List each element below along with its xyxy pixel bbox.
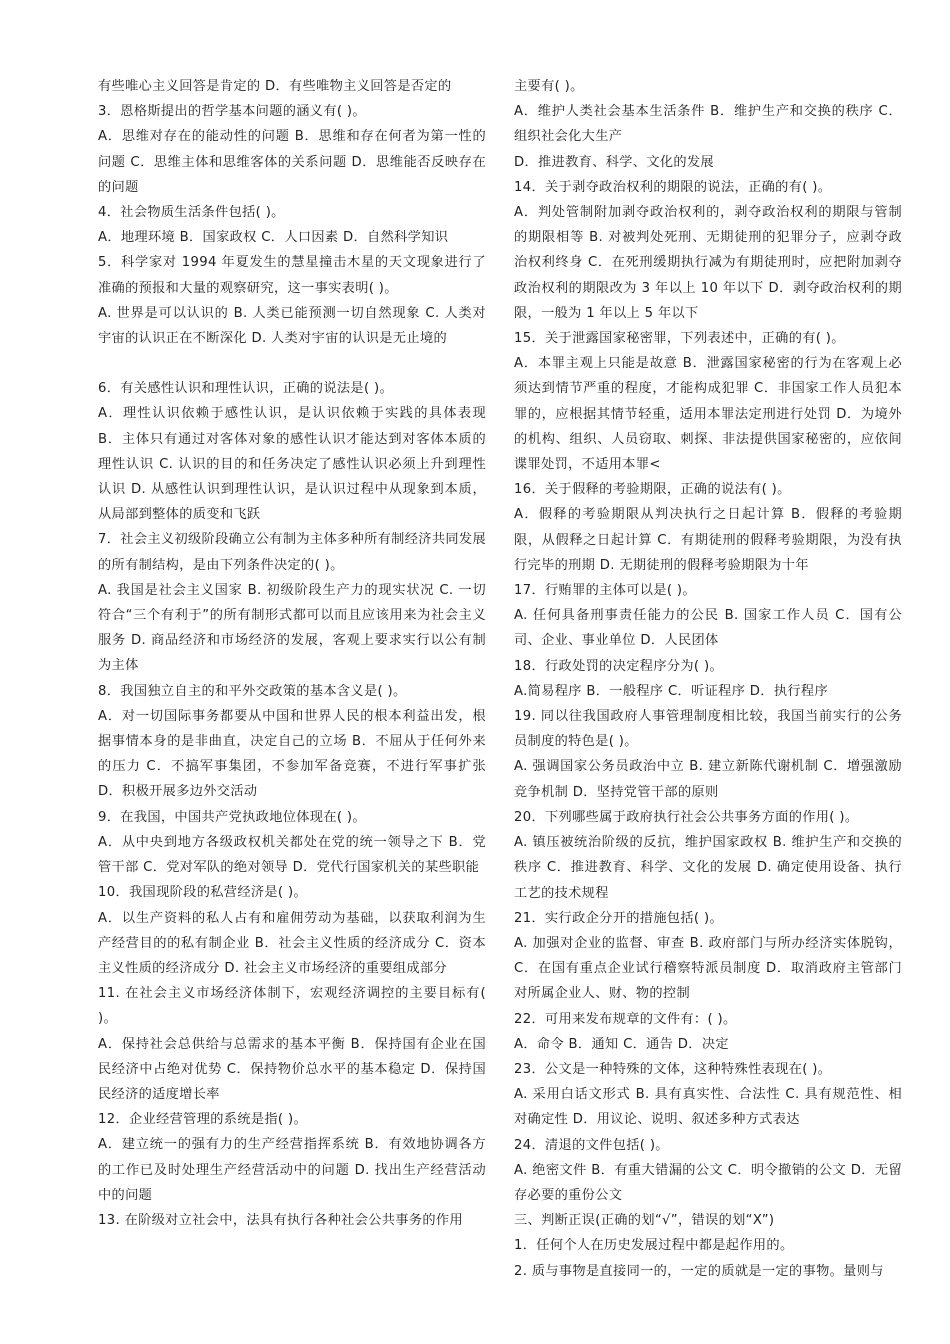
question-13: 13. 在阶级对立社会中，法具有执行各种社会公共事务的作用 [98, 1212, 463, 1228]
question-18: 18．行政处罚的决定程序分为( )。 [514, 658, 723, 674]
question-22: 22．可用来发布规章的文件有：( )。 [514, 1011, 737, 1027]
options-20: A. 镇压被统治阶级的反抗，维护国家政权 B. 维护生产和交换的秩序 C．推进教育、科学、文化的发展 D. 确定使用设备、执行工艺的技术规程 [514, 835, 902, 901]
options-6: A．理性认识依赖于感性认识，是认识依赖于实践的具体表现 B．主体只有通过对客体对象的感性认识才能达到对客体本质的理性认识 C. 认识的目的和任务决定了感性认识必须上升到理性认识 D. 从感性认识到理性认识，是认识过程中从现象到本质，从局部到整体的质变和飞跃 [98, 406, 486, 523]
options-15: A．本罪主观上只能是故意 B．泄露国家秘密的行为在客观上必须达到情节严重的程度，才能构成犯罪 C．非国家工作人员犯本罪的，应根据其情节轻重，适用本罪法定刑进行处罚 D．为境外的机构、组织、人员窃取、刺探、非法提供国家秘密的，应依间谍罪处罚，不适用本罪< [514, 356, 902, 473]
question-14: 14．关于剥夺政治权利的期限的说法，正确的有( )。 [514, 179, 832, 195]
question-7: 7．社会主义初级阶段确立公有制为主体多种所有制经济共同发展的所有制结构，是由下列条件决定的( )。 [98, 532, 486, 573]
options-12: A．建立统一的强有力的生产经营指挥系统 B．有效地协调各方的工作已及时处理生产经营活动中的问题 D. 找出生产经营活动中的问题 [98, 1137, 486, 1203]
question-10: 10．我国现阶段的私营经济是( )。 [98, 885, 307, 901]
question-11: 11. 在社会主义市场经济体制下，宏观经济调控的主要目标有( )。 [98, 986, 486, 1027]
question-19: 19. 同以往我国政府人事管理制度相比较，我国当前实行的公务员制度的特色是( )。 [514, 709, 902, 750]
options-3: A．思维对存在的能动性的问题 B．思维和存在何者为第一性的问题 C．思维主体和思维客体的关系问题 D．思维能否反映存在的问题 [98, 129, 486, 195]
options-24: A. 绝密文件 B．有重大错漏的公文 C．明令撤销的公文 D．无留存必要的重份公文 [514, 1162, 902, 1203]
judgement-1: 1．任何个人在历史发展过程中都是起作用的。 [514, 1238, 794, 1254]
options-23: A. 采用白话文形式 B. 具有真实性、合法性 C. 具有规范性、相对确定性 D．用议论、说明、叙述多种方式表达 [514, 1087, 902, 1128]
question-13-cont: 主要有( )。 [514, 79, 584, 94]
question-17: 17．行贿罪的主体可以是( )。 [514, 583, 696, 599]
options-4: A．地理环境 B．国家政权 C．人口因素 D．自然科学知识 [98, 230, 449, 246]
options-19: A. 强调国家公务员政治中立 B. 建立新陈代谢机制 C．增强激励竞争机制 D．坚持党管干部的原则 [514, 759, 902, 800]
question-16: 16．关于假释的考验期限，正确的说法有( )。 [514, 482, 791, 498]
question-12: 12．企业经营管理的系统是指( )。 [98, 1112, 307, 1128]
question-24: 24．清退的文件包括( )。 [514, 1137, 669, 1153]
blank-line [98, 351, 486, 376]
options-11: A．保持社会总供给与总需求的基本平衡 B．保持国有企业在国民经济中占绝对优势 C．保持物价总水平的基本稳定 D．保持国民经济的适度增长率 [98, 1036, 486, 1102]
judgement-2: 2. 质与事物是直接同一的，一定的质就是一定的事物。量则与 [514, 1263, 884, 1279]
question-5: 5．科学家对 1994 年夏发生的慧星撞击木星的天文现象进行了准确的预报和大量的观察研究，这一事实表明( )。 [98, 255, 486, 296]
options-8: A．对一切国际事务都要从中国和世界人民的根本利益出发，根据事情本身的是非曲直，决定自己的立场 B．不屈从于任何外来的压力 C．不搞军事集团，不参加军备竞赛，不进行军事扩张 D．积极开展多边外交活动 [98, 708, 486, 800]
options-9: A．从中央到地方各级政权机关都处在党的统一领导之下 B．党管干部 C．党对军队的绝对领导 D．党代行国家机关的某些职能 [98, 834, 486, 876]
options-7: A. 我国是社会主义国家 B. 初级阶段生产力的现实状况 C. 一切符合“三个有利于”的所有制形式都可以而且应该用来为社会主义服务 D. 商品经济和市场经济的发展，客观上要求实行以公有制为主体 [98, 582, 486, 674]
options-21: A. 加强对企业的监督、审查 B. 政府部门与所办经济实体脱钩，C．在国有重点企业试行稽察特派员制度 D．取消政府主管部门对所属企业人、财、物的控制 [514, 935, 902, 1002]
question-6: 6．有关感性认识和理性认识，正确的说法是( )。 [98, 381, 394, 397]
question-15: 15．关于泄露国家秘密罪，下列表述中，正确的有( )。 [514, 331, 845, 347]
options-13-d: D．推进教育、科学、文化的发展 [514, 154, 715, 170]
options-17: A. 任何具备刑事责任能力的公民 B. 国家工作人员 C．国有公司、企业、事业单位 D．人民团体 [514, 608, 902, 649]
options-5: A. 世界是可以认识的 B. 人类已能预测一切自然现象 C. 人类对宇宙的认识正在不断深化 D. 人类对宇宙的认识是无止境的 [98, 305, 486, 347]
paragraph: 有些唯心主义回答是肯定的 D．有些唯物主义回答是否定的 [98, 79, 452, 94]
question-20: 20．下列哪些属于政府执行社会公共事务方面的作用( )。 [514, 809, 859, 825]
question-3: 3．恩格斯提出的哲学基本问题的涵义有( )。 [98, 104, 366, 120]
question-4: 4．社会物质生活条件包括( )。 [98, 205, 285, 221]
options-22: A．命令 B．通知 C．通告 D．决定 [514, 1036, 729, 1052]
options-10: A．以生产资料的私人占有和雇佣劳动为基础，以获取利润为生产经营目的的私有制企业 B．社会主义性质的经济成分 C．资本主义性质的经济成分 D. 社会主义市场经济的重要组成部分 [98, 910, 486, 976]
options-13: A．维护人类社会基本生活条件 B．维护生产和交换的秩序 C．组织社会化大生产 [514, 104, 902, 145]
question-8: 8．我国独立自主的和平外交政策的基本含义是( )。 [98, 683, 407, 699]
section-heading: 三、判断正误(正确的划“√”，错误的划“X”) [514, 1213, 775, 1229]
options-18: A.简易程序 B．一般程序 C．听证程序 D．执行程序 [514, 683, 828, 699]
options-14: A．判处管制附加剥夺政治权利的，剥夺政治权利的期限与管制的期限相等 B. 对被判处死刑、无期徒刑的犯罪分子，应剥夺政治权利终身 C．在死刑缓期执行减为有期徒刑时，应把附加剥夺政治权利的期限改为 3 年以上 10 年以下 D．剥夺政治权利的期限，一般为 1 年以上 5 年以下 [514, 205, 902, 321]
left-column [98, 74, 486, 1233]
question-23: 23．公文是一种特殊的文体，这种特殊性表现在( )。 [514, 1061, 832, 1077]
question-21: 21．实行政企分开的措施包括( )。 [514, 910, 723, 926]
options-16: A．假释的考验期限从判决执行之日起计算 B．假释的考验期限，从假释之日起计算 C．有期徒刑的假释考验期限，为没有执行完毕的刑期 D. 无期徒刑的假释考验期限为十年 [514, 507, 902, 573]
question-9: 9．在我国，中国共产党执政地位体现在( )。 [98, 809, 366, 825]
right-column [514, 74, 902, 1284]
